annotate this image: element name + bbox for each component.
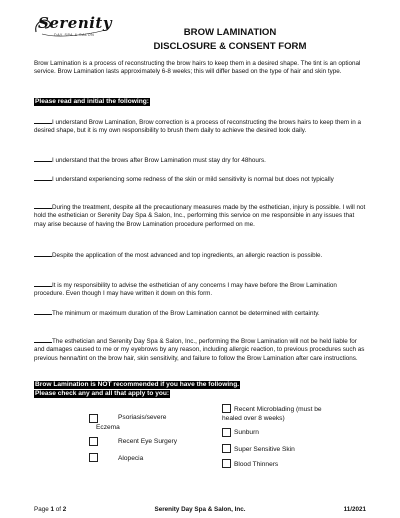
- alopecia-checkbox[interactable]: [89, 453, 98, 462]
- initial-blank[interactable]: [34, 308, 52, 315]
- statement-text: During the treatment, despite all the precautionary measures made by the esthetician, injury is possible. I will not hold the esthetician or Serenity Day Spa & Salon, Inc., performing this service on me responsible in any issues that may arise because of having the Brow Lamination procedure performed on me.: [34, 204, 366, 228]
- initial-blank[interactable]: [34, 174, 52, 181]
- psoriasis-label: Psoriasis/severe: [118, 414, 167, 421]
- super-sensitive-skin-checkbox[interactable]: [222, 444, 231, 453]
- statement-6: [34, 280, 366, 299]
- intro-paragraph: Brow Lamination is a process of reconstructing the brow hairs to keep them in a desired shape. The tint is an optional service. Brow Lamination lasts approximately 6-8 weeks; this will differ based on the type of hair and skin type.: [34, 60, 361, 76]
- statement-7: [34, 308, 366, 318]
- blood-thinners-checkbox[interactable]: [222, 459, 231, 468]
- statement-2: [34, 155, 366, 165]
- psoriasis-checkbox[interactable]: [89, 414, 98, 423]
- statement-text: I understand experiencing some redness of the skin or mild sensitivity is normal but does not typically: [52, 176, 334, 183]
- microblading-note-label: healed over 8 weeks): [222, 415, 285, 422]
- alopecia-label: Alopecia: [118, 455, 144, 462]
- statement-4: [34, 202, 366, 229]
- statement-8: [34, 336, 366, 363]
- page-total: 2: [62, 506, 67, 513]
- form-subtitle: DISCLOSURE & CONSENT FORM: [153, 41, 307, 52]
- statement-3: [34, 174, 366, 184]
- super-sensitive-skin-label: Super Sensitive Skin: [234, 446, 295, 453]
- eczema-label: Eczema: [96, 424, 120, 431]
- form-title: BROW LAMINATION: [183, 27, 277, 38]
- initial-blank[interactable]: [34, 336, 52, 343]
- page-of: of: [55, 506, 61, 513]
- logo-wordmark: Serenity: [38, 14, 113, 32]
- check-all-heading: Please check any and all that apply to you:: [35, 390, 170, 397]
- statement-text: I understand that the brows after Brow Lamination must stay dry for 48hours.: [52, 157, 266, 164]
- initial-heading: Please read and initial the following:: [35, 98, 149, 105]
- recent-microblading-checkbox[interactable]: [222, 404, 231, 413]
- page-label: Page: [34, 506, 49, 513]
- blood-thinners-label: Blood Thinners: [234, 461, 279, 468]
- serenity-logo: [32, 12, 113, 46]
- statement-1: [34, 117, 366, 136]
- initial-blank[interactable]: [34, 117, 52, 124]
- initial-blank[interactable]: [34, 202, 52, 209]
- logo-tagline: DAY SPA & SALON: [54, 33, 95, 37]
- recent-microblading-label: Recent Microblading (must be: [234, 406, 322, 413]
- initial-blank[interactable]: [34, 155, 52, 162]
- initial-blank[interactable]: [34, 280, 52, 287]
- statement-text: Despite the application of the most advanced and top ingredients, an allergic reaction is possible.: [52, 252, 323, 259]
- initial-blank[interactable]: [34, 250, 52, 257]
- statement-text: The minimum or maximum duration of the Brow Lamination cannot be determined with certainty.: [52, 310, 320, 317]
- statement-text: It is my responsibility to advise the esthetician of any concerns I may have before the Brow Lamination procedure. Even though I may have written it down on this form.: [34, 282, 337, 298]
- statement-text: I understand Brow Lamination, Brow correction is a process of reconstructing the brows hairs to keep them in a desired shape, but it is my own responsibility to brush them daily to achieve the desired look daily.: [34, 119, 362, 135]
- recent-eye-surgery-label: Recent Eye Surgery: [118, 438, 178, 445]
- statement-5: [34, 250, 366, 260]
- not-recommended-heading: Brow Lamination is NOT recommended if you have the following.: [35, 381, 240, 388]
- sunburn-label: Sunburn: [234, 429, 259, 436]
- page-number: [34, 506, 66, 513]
- page-current: 1: [50, 506, 54, 513]
- footer-company: Serenity Day Spa & Salon, Inc.: [154, 506, 246, 513]
- sunburn-checkbox[interactable]: [222, 428, 231, 437]
- footer-date: 11/2021: [343, 506, 366, 513]
- recent-eye-surgery-checkbox[interactable]: [89, 437, 98, 446]
- statement-text: The esthetician and Serenity Day Spa & Salon, Inc., performing the Brow Lamination will not be held liable for and damages caused to me or my eyebrows by any reason, including allergic reaction, to previous procedures such as previous henna/tint on the brow hair, skin sensitivity, and failure to follow the Brow Lamination after care instructions.: [34, 338, 365, 362]
